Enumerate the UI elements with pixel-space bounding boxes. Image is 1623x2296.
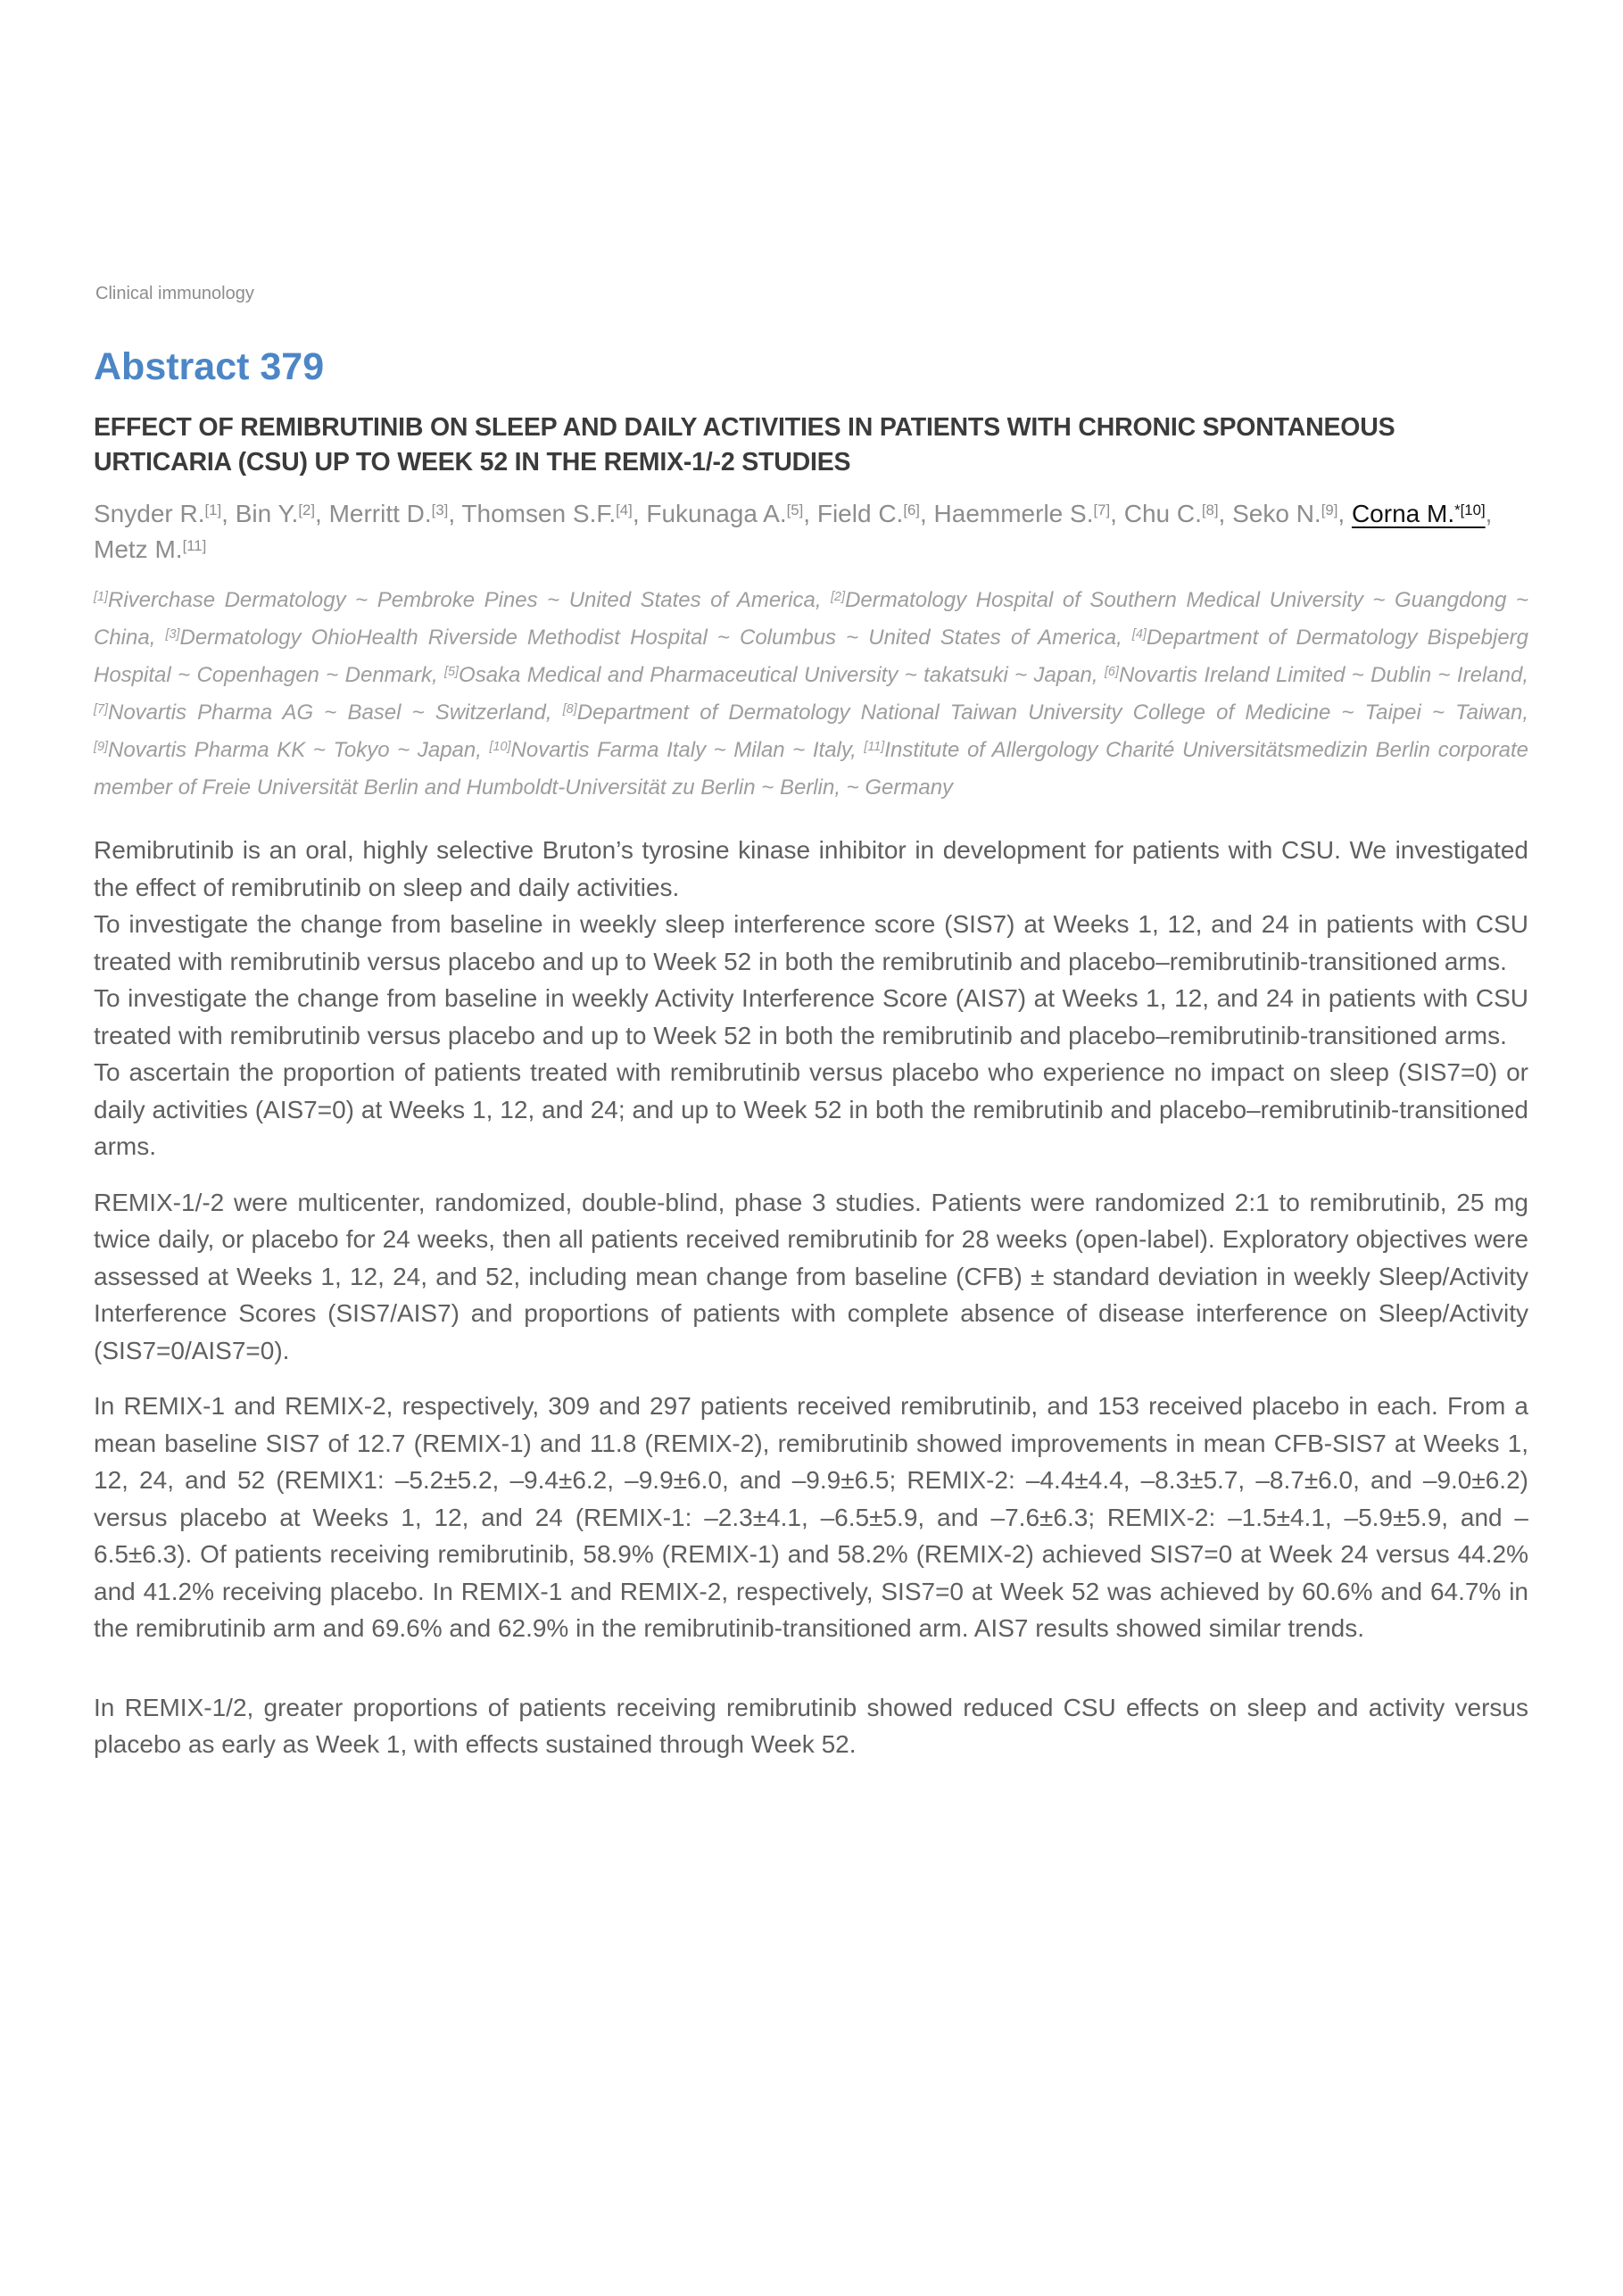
objective-proportion-paragraph: To ascertain the proportion of patients treated with remibrutinib versus placebo who experience no impact on sleep (SIS7=0) or daily activities (AIS7=0) at Weeks 1, 12, and 24; and up to Week 52 in both the remibrutinib and placebo–remibrutinib-transitioned arms. xyxy=(94,1058,1528,1160)
affiliation-superscript: [10] xyxy=(489,739,511,754)
background-paragraph: Remibrutinib is an oral, highly selective Bruton’s tyrosine kinase inhibitor in development for patients with CSU. We investigated the effect of remibrutinib on sleep and daily activities. xyxy=(94,836,1528,901)
author: Snyder R.[1] xyxy=(94,500,222,527)
author: Fukunaga A.[5] xyxy=(646,500,804,527)
authors-line: Snyder R.[1], Bin Y.[2], Merritt D.[3], Thomsen S.F.[4], Fukunaga A.[5], Field C.[6], Haemmerle S.[7], Chu C.[8], Seko N.[9], Corna M.$^{*[10]}$, Metz M.[11] xyxy=(94,500,1493,563)
affiliation-superscript: [1] xyxy=(94,589,108,604)
author: Bin Y.[2] xyxy=(235,500,315,527)
author: Field C.[6] xyxy=(816,500,920,527)
affiliation-superscript: [11] xyxy=(864,739,885,754)
affiliation-superscript: [9] xyxy=(94,739,108,754)
affiliation-superscript: [7] xyxy=(94,701,108,717)
affiliation-superscript: [6] xyxy=(1104,664,1119,679)
affiliation-superscript: [3] xyxy=(165,626,180,642)
author: Haemmerle S.[7] xyxy=(933,500,1111,527)
author: Metz M.[11] xyxy=(94,535,207,563)
affiliation-superscript: [8] xyxy=(562,701,577,717)
author: Merritt D.[3] xyxy=(328,500,449,527)
affiliations-block: [1]Riverchase Dermatology ~ Pembroke Pines ~ United States of America, [2]Dermatology Hospital of Southern Medical University ~ Guangdong ~ China, [3]Dermatology OhioHealth Riverside Methodist Hospital ~ Columbus ~ United States of America, [4]Department of Dermatology Bispebjerg Hospital ~ Copenhagen ~ Denmark, [5]Osaka Medical and Pharmaceutical University ~ takatsuki ~ Japan, [6]Novartis Ireland Limited ~ Dublin ~ Ireland, [7]Novartis Pharma AG ~ Basel ~ Switzerland, [8]Department of Dermatology National Taiwan University College of Medicine ~ Taipei ~ Taiwan, [9]Novartis Pharma KK ~ Tokyo ~ Japan, [10]Novartis Farma Italy ~ Milan ~ Italy, [11]Institute of Allergology Charité Universitätsmedizin Berlin corporate member of Freie Universität Berlin and Humboldt-Universität zu Berlin ~ Berlin, ~ Germany xyxy=(94,588,1529,800)
category-label: Clinical immunology xyxy=(95,284,254,303)
author: Chu C.[8] xyxy=(1123,500,1219,527)
results-paragraph: In REMIX-1 and REMIX-2, respectively, 309 and 297 patients received remibrutinib, and 153 received placebo in each. From a mean baseline SIS7 of 12.7 (REMIX-1) and 11.8 (REMIX-2), remibrutinib showed improvements in mean CFB-SIS7 at Weeks 1, 12, 24, and 52 (REMIX1: –5.2±5.2, –9.4±6.2, –9.9±6.0, and –9.9±6.5; REMIX-2: –4.4±4.4, –8.3±5.7, –8.7±6.0, and –9.0±6.2) versus placebo at Weeks 1, 12, and 24 (REMIX-1: –2.3±4.1, –6.5±5.9, and –7.6±6.3; REMIX-2: –1.5±4.1, –5.9±5.9, and –6.5±6.3). Of patients receiving remibrutinib, 58.9% (REMIX-1) and 58.2% (REMIX-2) achieved SIS7=0 at Week 24 versus 44.2% and 41.2% receiving placebo. In REMIX-1 and REMIX-2, respectively, SIS7=0 at Week 52 was achieved by 60.6% and 64.7% in the remibrutinib arm and 69.6% and 62.9% in the remibrutinib-transitioned arm. AIS7 results showed similar trends. xyxy=(94,1392,1528,1642)
abstract-number-heading: Abstract 379 xyxy=(94,345,325,388)
objective-sis7-paragraph: To investigate the change from baseline in weekly sleep interference score (SIS7) at Weeks 1, 12, and 24 in patients with CSU treated with remibrutinib versus placebo and up to Week 52 in both the remibrutinib and placebo–remibrutinib-transitioned arms. xyxy=(94,910,1528,975)
abstract-title: EFFECT OF REMIBRUTINIB ON SLEEP AND DAILY ACTIVITIES IN PATIENTS WITH CHRONIC SPONTANEOUS URTICARIA (CSU) UP TO WEEK 52 IN THE REMIX-1/-2 STUDIES xyxy=(94,413,1395,477)
affiliation-superscript: [5] xyxy=(444,664,460,679)
affiliation-superscript: [2] xyxy=(831,589,846,604)
methods-paragraph: REMIX-1/-2 were multicenter, randomized, double-blind, phase 3 studies. Patients were randomized 2:1 to remibrutinib, 25 mg twice daily, or placebo for 24 weeks, then all patients received remibrutinib for 28 weeks (open-label). Exploratory objectives were assessed at Weeks 1, 12, 24, and 52, including mean change from baseline (CFB) ± standard deviation in weekly Sleep/Activity Interference Scores (SIS7/AIS7) and proportions of patients with complete absence of disease interference on Sleep/Activity (SIS7=0/AIS7=0). xyxy=(94,1188,1528,1364)
affiliation-superscript: [4] xyxy=(1131,626,1147,642)
objective-ais7-paragraph: To investigate the change from baseline in weekly Activity Interference Score (AIS7) at Weeks 1, 12, and 24 in patients with CSU treated with remibrutinib versus placebo and up to Week 52 in both the remibrutinib and placebo–remibrutinib-transitioned arms. xyxy=(94,984,1528,1049)
conclusion-paragraph: In REMIX-1/2, greater proportions of patients receiving remibrutinib showed reduced CSU effects on sleep and activity versus placebo as early as Week 1, with effects sustained through Week 52. xyxy=(94,1693,1528,1758)
author: Thomsen S.F.[4] xyxy=(461,500,633,527)
author: Seko N.[9] xyxy=(1232,500,1338,527)
author-presenting: Corna M.$^{*[10]}$ xyxy=(1351,500,1486,527)
abstract-body xyxy=(94,832,1528,1763)
